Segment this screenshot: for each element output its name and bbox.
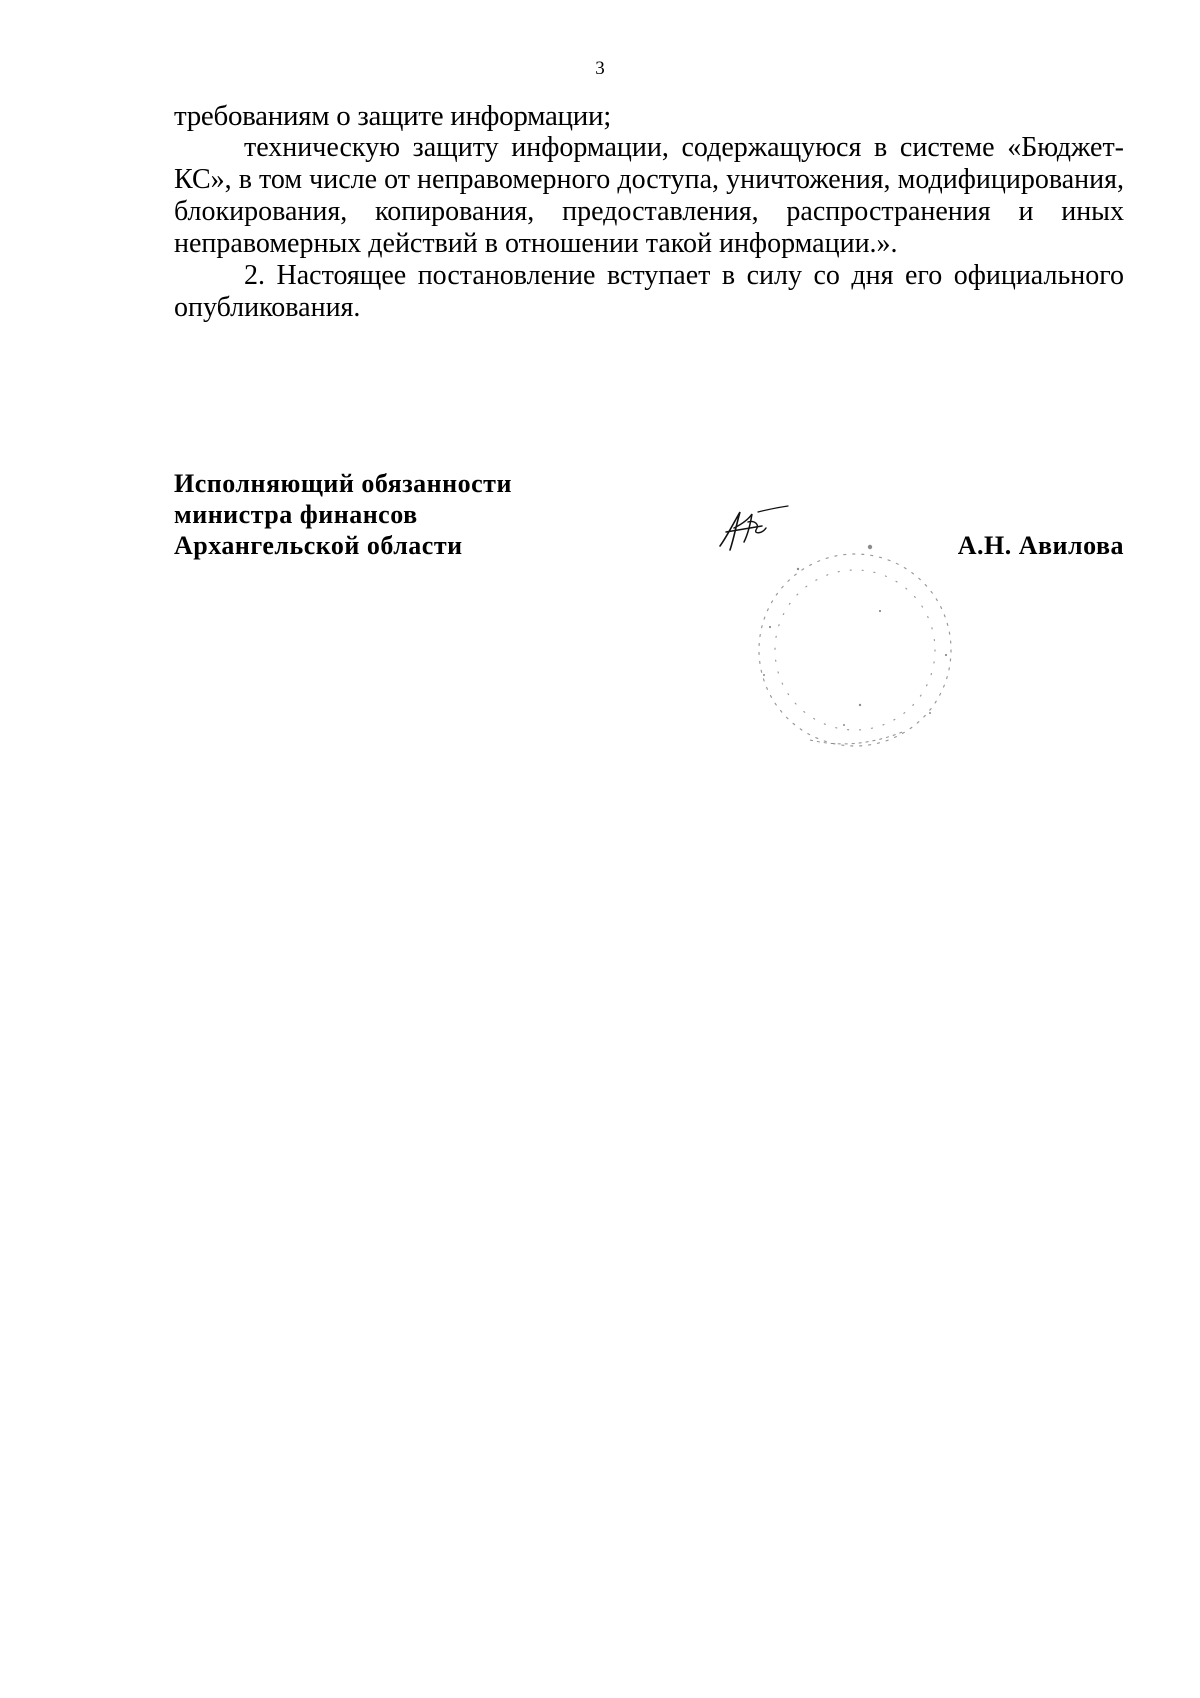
stamp-imprint xyxy=(740,535,970,765)
signatory-position-line: Архангельской области xyxy=(174,531,463,560)
signatory-position-line: Исполняющий обязанности xyxy=(174,469,512,498)
page-number: 3 xyxy=(595,58,605,79)
document-body xyxy=(174,100,1124,324)
body-paragraph-technical-protection: техническую защиту информации, содержащуюся в системе «Бюджет-КС», в том числе от неправомерного доступа, уничтожения, модифицирования, блокирования, копирования, предоставления, распространения и иных неправомерных действий в отношении такой информации.». xyxy=(174,132,1124,259)
body-line-continuation: требованиям о защите информации; xyxy=(174,100,611,132)
signatory-position-line: министра финансов xyxy=(174,500,418,529)
body-paragraph-effective-date: 2. Настоящее постановление вступает в силу со дня его официального опубликования. xyxy=(174,260,1124,323)
signature-block xyxy=(174,468,1124,568)
signatory-position xyxy=(174,468,512,561)
signatory-name: А.Н. Авилова xyxy=(957,531,1124,560)
